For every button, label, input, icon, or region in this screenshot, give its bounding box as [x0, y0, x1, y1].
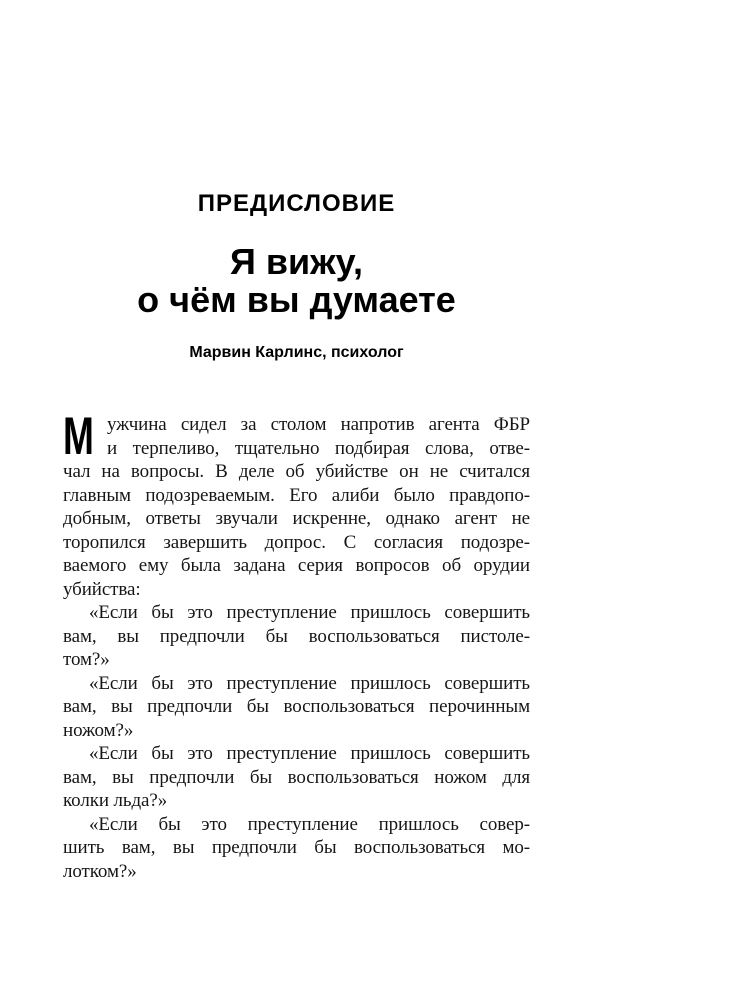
text-line: добным, ответы звучали искренне, однако агент не	[63, 508, 530, 529]
text-line: главным подозреваемым. Его алиби было правдопо-	[63, 484, 530, 506]
text-line: чал на вопросы. В деле об убийстве он не считался	[63, 461, 530, 482]
chapter-author: Марвин Карлинс, психолог	[189, 344, 404, 361]
paragraph-quote-1	[63, 601, 530, 672]
text-line: «Если бы это преступление пришлось совершить	[89, 602, 530, 623]
paragraph-opening	[63, 407, 530, 601]
chapter-title-line2: о чём вы думаете	[137, 279, 456, 320]
body-text-column	[63, 407, 530, 883]
text-line: «Если бы это преступление пришлось совер-	[89, 813, 530, 835]
text-line: ужчина сидел за столом напротив агента ФБР	[107, 414, 530, 435]
paragraph-quote-3	[63, 742, 530, 813]
paragraph-opening-rest	[63, 460, 530, 601]
text-line: «Если бы это преступление пришлось совершить	[89, 743, 530, 764]
text-line: лотком?»	[63, 860, 137, 882]
text-line: «Если бы это преступление пришлось совершить	[89, 672, 530, 694]
section-kicker: ПРЕДИСЛОВИЕ	[197, 190, 396, 217]
text-line: вам, вы предпочли бы воспользоваться перочинным	[63, 696, 530, 717]
text-line: ножом?»	[63, 719, 134, 741]
text-line: колки льда?»	[63, 790, 168, 811]
paragraph-quote-4	[63, 813, 530, 884]
dropcap-row	[63, 407, 530, 466]
text-line: торопился завершить допрос. С согласия подозре-	[63, 531, 530, 553]
text-line: и терпеливо, тщательно подбирая слова, отве-	[107, 437, 530, 459]
dropcap-adjacent-lines	[107, 413, 530, 460]
paragraph-quote-2	[63, 672, 530, 743]
chapter-title	[63, 243, 530, 319]
chapter-heading-block	[63, 192, 530, 362]
text-line: вам, вы предпочли бы воспользоваться ножом для	[63, 766, 530, 788]
text-line: шить вам, вы предпочли бы воспользоваться мо-	[63, 837, 530, 858]
chapter-title-line1: Я вижу,	[230, 241, 363, 282]
drop-cap-letter: М	[63, 407, 94, 466]
text-line: убийства:	[63, 578, 141, 600]
text-line: ваемого ему была задана серия вопросов об орудии	[63, 555, 530, 576]
text-line: вам, вы предпочли бы воспользоваться пистоле-	[63, 625, 530, 647]
text-line: том?»	[63, 649, 110, 670]
